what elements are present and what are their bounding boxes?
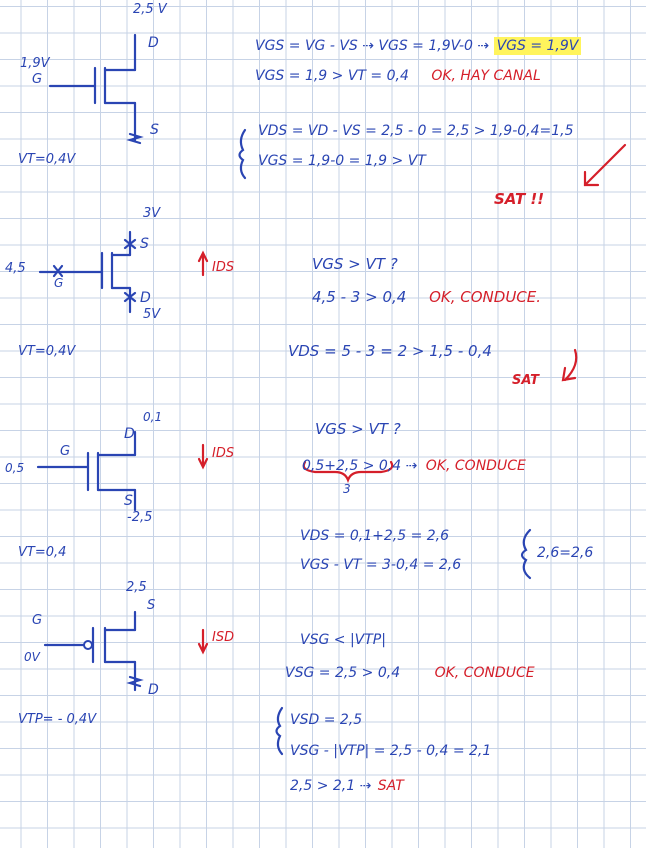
- c4-threshold: VTP= - 0,4V: [18, 712, 97, 727]
- c2-sat: SAT: [512, 373, 540, 388]
- c1-gate-voltage: 1,9V: [20, 56, 50, 71]
- c3-source-voltage: -2,5: [127, 510, 153, 525]
- c3-current-label: IDS: [212, 446, 235, 461]
- c4-source-voltage: 2,5: [126, 580, 147, 595]
- c2-source-voltage: 3V: [143, 206, 161, 221]
- c3-eq3: VDS = 0,1+2,5 = 2,6: [300, 528, 450, 544]
- c4-eq5-result: SAT: [377, 778, 404, 794]
- arrow-2: [565, 350, 576, 380]
- c3-source-label: S: [124, 493, 133, 509]
- c1-source-label: S: [150, 122, 159, 138]
- c4-eq5-text: 2,5 > 2,1 ⇢: [290, 778, 372, 794]
- c2-eq2-result: OK, CONDUCE.: [429, 288, 542, 306]
- c3-eq2-result: OK, CONDUCE: [425, 458, 526, 474]
- c4-drain-label: D: [148, 682, 159, 698]
- c1-eq1-highlight: VGS = 1,9V: [494, 37, 582, 55]
- c2-current-label: IDS: [212, 260, 235, 275]
- c1-eq2-text: VGS = 1,9 > VT = 0,4: [255, 68, 409, 84]
- c2-eq2: [312, 288, 541, 306]
- c4-source-label: S: [147, 598, 156, 613]
- c2-eq1: VGS > VT ?: [312, 255, 398, 273]
- c4-eq3: VSD = 2,5: [290, 712, 363, 728]
- c2-eq3: VDS = 5 - 3 = 2 > 1,5 - 0,4: [288, 342, 492, 360]
- arrow-1: [585, 145, 625, 185]
- c2-source-label: S: [140, 236, 149, 252]
- c1-eq4: VGS = 1,9-0 = 1,9 > VT: [258, 153, 426, 169]
- c4-current-label: ISD: [212, 630, 235, 645]
- c4-eq2-result: OK, CONDUCE: [434, 665, 535, 681]
- c4-gate-label: G: [32, 613, 43, 628]
- c1-gate-label: G: [32, 72, 43, 87]
- brace-2: [522, 530, 530, 578]
- c3-drain-voltage: 0,1: [143, 410, 163, 424]
- c1-eq1: [255, 38, 581, 54]
- c4-eq2-text: VSG = 2,5 > 0,4: [285, 665, 401, 681]
- nmos-transistor-1: [50, 35, 140, 143]
- c3-underbrace-value: 3: [343, 482, 351, 496]
- c1-eq2: [255, 68, 541, 84]
- c4-gate-voltage: 0V: [24, 650, 40, 664]
- c4-eq1: VSG < |VTP|: [300, 632, 386, 648]
- c3-eq5: 2,6=2,6: [537, 545, 594, 561]
- c3-gate-label: G: [60, 444, 71, 459]
- c1-eq1-text: VGS = VG - VS ⇢ VGS = 1,9V-0 ⇢: [255, 38, 490, 54]
- c2-drain-voltage: 5V: [143, 307, 161, 322]
- c2-gate-voltage: 4,5: [5, 261, 26, 276]
- c3-gate-voltage: 0,5: [5, 461, 25, 475]
- c3-eq2-text: 0,5+2,5 > 0,4 ⇢: [302, 458, 418, 474]
- c1-eq2-result: OK, HAY CANAL: [431, 68, 541, 84]
- c2-eq2-text: 4,5 - 3 > 0,4: [312, 288, 407, 306]
- c1-eq3: VDS = VD - VS = 2,5 - 0 = 2,5 > 1,9-0,4=1,5: [258, 123, 574, 139]
- c1-sat: SAT !!: [494, 190, 545, 208]
- c3-eq1: VGS > VT ?: [315, 420, 401, 438]
- c3-threshold: VT=0,4: [18, 545, 67, 560]
- c3-eq4: VGS - VT = 3-0,4 = 2,6: [300, 557, 462, 573]
- c2-threshold: VT=0,4V: [18, 344, 76, 359]
- brace-3: [277, 708, 283, 754]
- c3-eq2: [302, 458, 526, 474]
- c4-eq2: [285, 665, 535, 681]
- pmos-transistor-4: [45, 612, 207, 690]
- c3-drain-label: D: [124, 426, 135, 442]
- nmos-transistor-2: [40, 232, 207, 312]
- c1-threshold: VT=0,4V: [18, 152, 76, 167]
- c1-drain-voltage: 2,5 V: [133, 2, 167, 17]
- c4-eq5: [290, 778, 404, 794]
- c4-eq4: VSG - |VTP| = 2,5 - 0,4 = 2,1: [290, 743, 492, 759]
- c1-drain-label: D: [148, 35, 159, 51]
- c2-drain-label: D: [140, 290, 151, 306]
- c2-gate-label: G: [54, 276, 64, 290]
- brace-1: [240, 130, 246, 178]
